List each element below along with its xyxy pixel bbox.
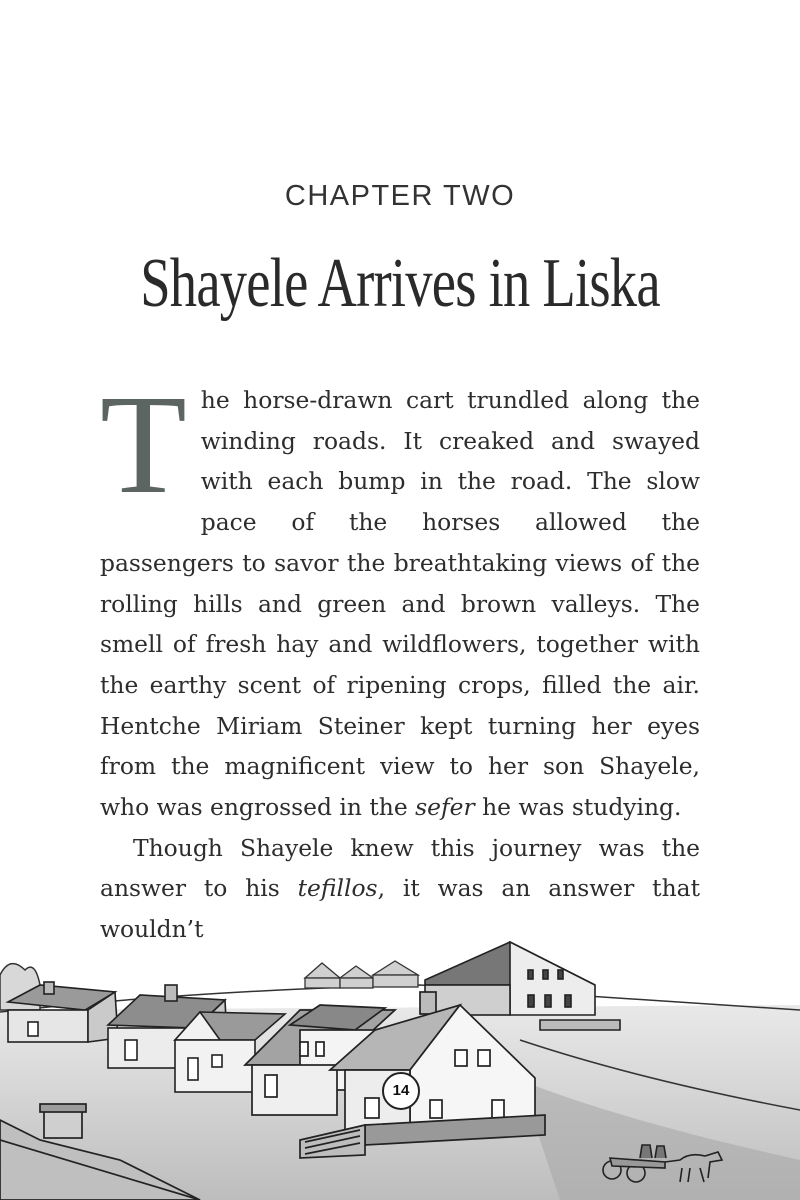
distant-houses bbox=[305, 961, 418, 988]
page-number: 14 bbox=[382, 1072, 420, 1110]
paragraph-2-lead: Though Shayele knew this journey was the answer to his bbox=[100, 833, 700, 903]
paragraph-2-tail: , it was an answer that wouldn’t bbox=[100, 874, 700, 944]
body-text bbox=[100, 365, 700, 950]
paragraph-2-italic: tefillos bbox=[297, 874, 378, 903]
village-illustration bbox=[0, 930, 800, 1200]
chapter-title: Shayele Arrives in Liska bbox=[140, 245, 660, 322]
paragraph-1-tail: he was studying. bbox=[474, 793, 682, 822]
paragraph-1 bbox=[100, 365, 700, 828]
drop-cap: T bbox=[100, 365, 187, 523]
paragraph-1-italic: sefer bbox=[415, 793, 475, 822]
chapter-label: CHAPTER TWO bbox=[284, 180, 516, 212]
paragraph-1-lead: he horse-drawn cart trundled along the winding roads. It creaked and swayed with each bump in the road. The slow pace of the horses allowed the passengers to savor the breathtaking views of the rolling hills and green and brown valleys. The smell of fresh hay and wildflowers, together with the earthy scent of ripening crops, filled the air. Hentche Miriam Steiner kept turning her eyes from the magnificent view to her son Shayele, who was engrossed in the bbox=[100, 386, 700, 822]
